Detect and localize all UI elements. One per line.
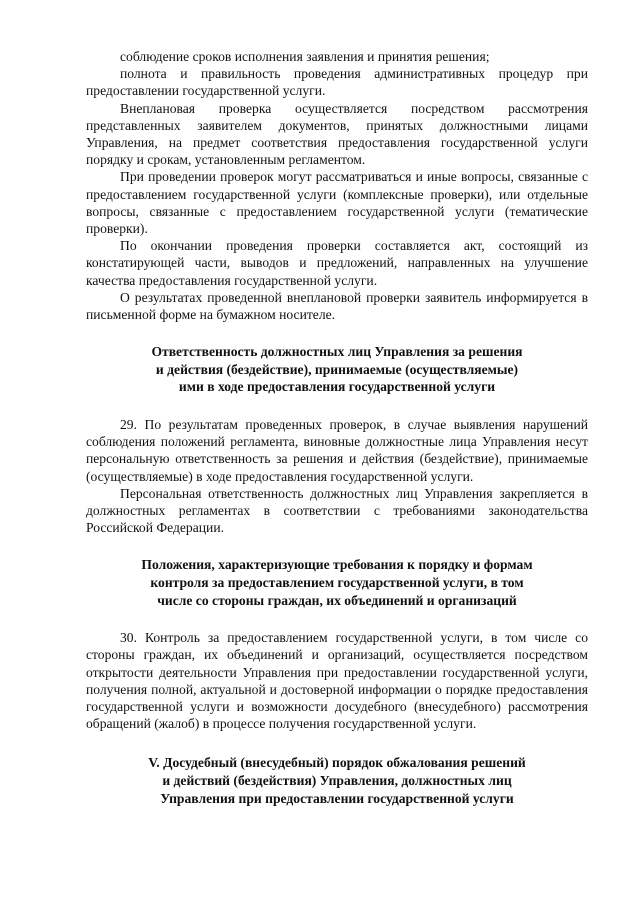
paragraph-29: 29. По результатам проведенных проверок, в случае выявления нарушений соблюдения положений регламента, виновные должностные лица Управления несут персональную ответственность за решения и действия (бездействие), принимаемые (осуществляемые) в ходе предоставления государственной услуги. xyxy=(86,417,588,484)
heading-line: числе со стороны граждан, их объединений и организаций xyxy=(157,592,517,608)
heading-control xyxy=(86,556,588,609)
paragraph-completeness: полнота и правильность проведения административных процедур при предоставлении государственной услуги. xyxy=(86,66,588,99)
paragraph-30: 30. Контроль за предоставлением государственной услуги, в том числе со стороны граждан, их объединений и организаций, осуществляется посредством открытости деятельности Управления при предоставлении государственной услуги, получения полной, актуальной и достоверной информации о порядке предоставления государственной услуги и возможности досудебного (внесудебного) рассмотрения обращений (жалоб) в процессе получения государственной услуги. xyxy=(86,630,588,732)
paragraph-act: По окончании проведения проверки составляется акт, состоящий из констатирующей части, выводов и предложений, направленных на улучшение качества предоставления государственной услуги. xyxy=(86,238,588,288)
heading-line: контроля за предоставлением государственной услуги, в том xyxy=(150,575,524,591)
heading-line: Управления при предоставлении государственной услуги xyxy=(160,790,514,806)
paragraph-unscheduled-check: Внеплановая проверка осуществляется посредством рассмотрения представленных заявителем документов, принятых должностными лицами Управления, на предмет соответствия предоставления государственной услуги порядку и срокам, установленным регламентом. xyxy=(86,100,588,168)
heading-responsibility xyxy=(86,343,588,396)
heading-line: Ответственность должностных лиц Управления за решения xyxy=(151,344,523,360)
paragraph-personal-responsibility: Персональная ответственность должностных лиц Управления закрепляется в должностных регламентах в соответствии с требованиями законодательства Российской Федерации. xyxy=(86,485,588,536)
paragraph-notification: О результатах проведенной внеплановой проверки заявитель информируется в письменной форме на бумажном носителе. xyxy=(86,289,588,323)
heading-line: V. Досудебный (внесудебный) порядок обжалования решений xyxy=(148,755,526,771)
heading-section-v xyxy=(86,754,588,807)
heading-line: Положения, характеризующие требования к порядку и формам xyxy=(141,557,533,573)
heading-line: ими в ходе предоставления государственной услуги xyxy=(178,379,496,395)
heading-line: и действия (бездействие), принимаемые (осуществляемые) xyxy=(155,361,519,377)
heading-line: и действий (бездействия) Управления, должностных лиц xyxy=(162,773,512,789)
paragraph-other-questions: При проведении проверок могут рассматриваться и иные вопросы, связанные с предоставлением государственной услуги (комплексные проверки), или отдельные вопросы, связанные с предоставлением государственной услуги (тематические проверки). xyxy=(86,169,588,237)
paragraph-deadlines: соблюдение сроков исполнения заявления и принятия решения; xyxy=(120,49,490,64)
